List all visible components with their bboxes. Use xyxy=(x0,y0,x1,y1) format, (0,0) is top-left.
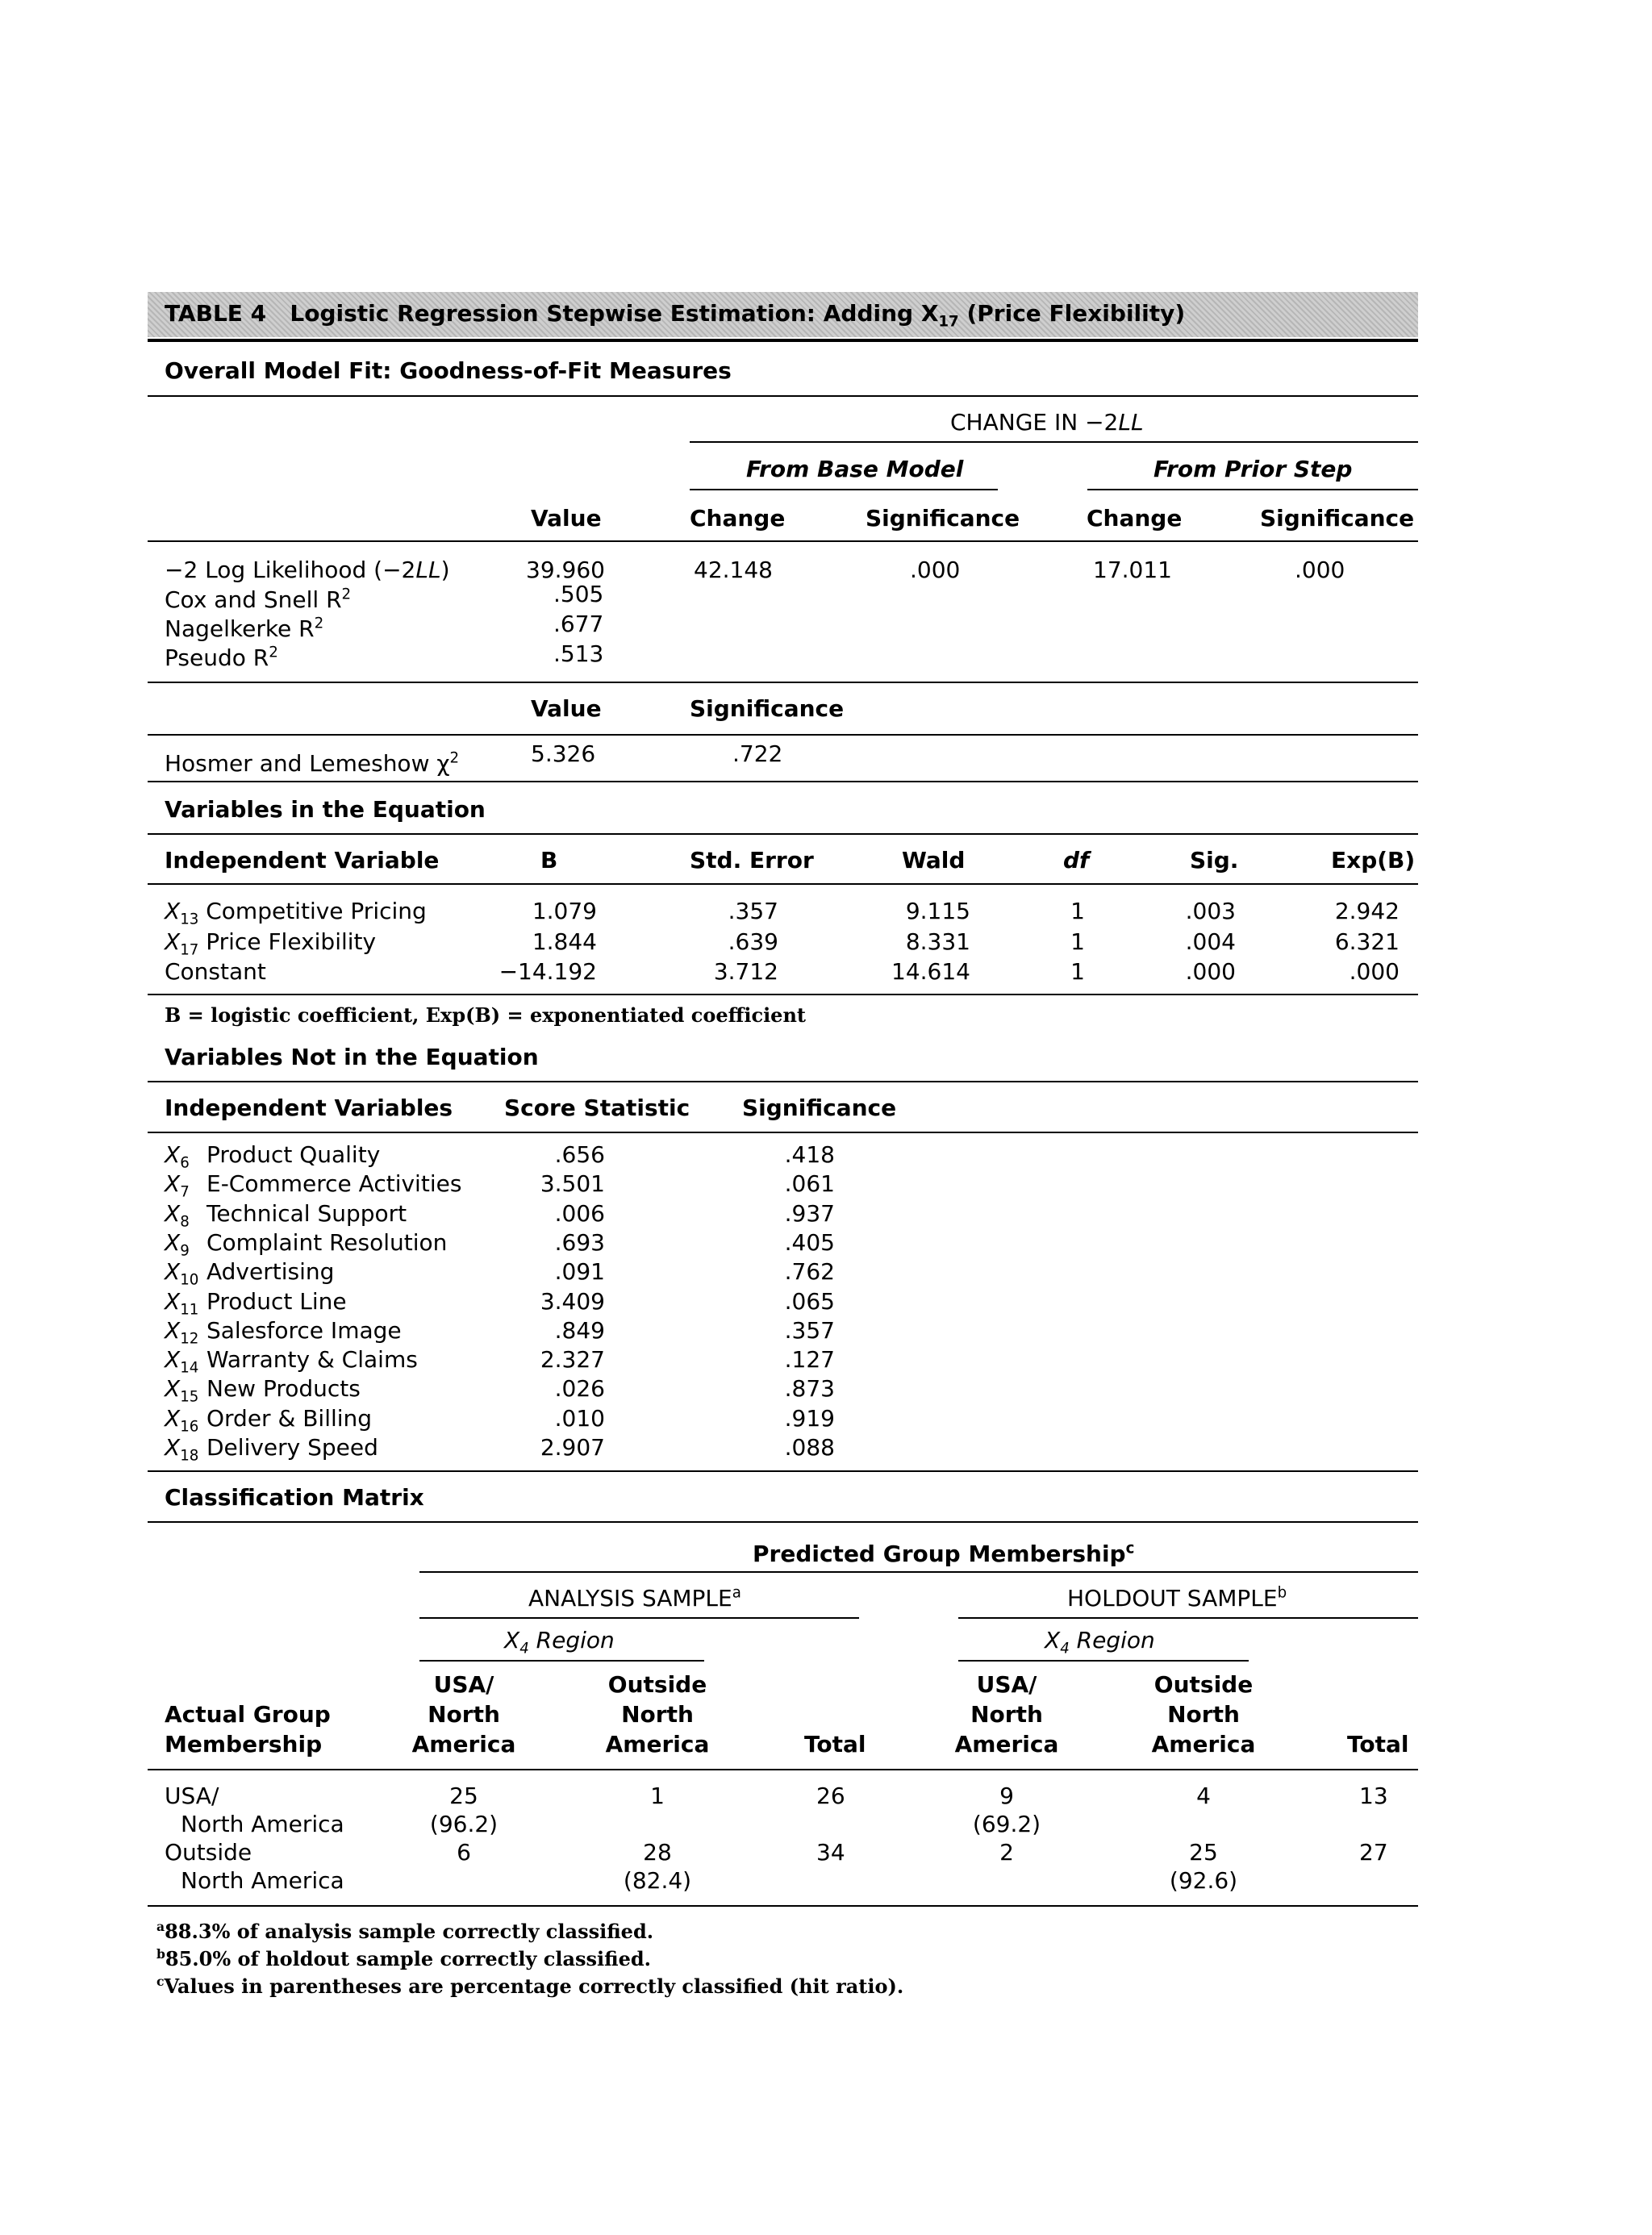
not-in-eq-row-label: $X_{16}$ Order & Billing xyxy=(165,1405,373,1436)
var-row-label: $X_{13}$ Competitive Pricing xyxy=(165,898,427,928)
not-in-eq-heading: Variables Not in the Equation xyxy=(165,1044,539,1070)
r2-a-total: 34 xyxy=(816,1839,845,1866)
region-header-analysis: $X_4$ Region xyxy=(504,1627,615,1657)
footnote-a: $^a$88.3% of analysis sample correctly classified. xyxy=(156,1919,654,1943)
from-base-label: From Base Model xyxy=(746,456,964,482)
not-in-eq-sig: .873 xyxy=(784,1375,835,1402)
r2-a-usa: 6 xyxy=(457,1839,471,1866)
not-in-eq-score: 3.409 xyxy=(540,1288,605,1315)
col-change-prior: Change xyxy=(1087,505,1183,532)
rule xyxy=(690,489,998,490)
var-exp: .000 xyxy=(1349,958,1400,985)
fit-row-value: .677 xyxy=(553,611,604,637)
var-df: 1 xyxy=(1070,958,1085,985)
row2-label-l1: Outside xyxy=(165,1839,252,1866)
fit-base-change: 42.148 xyxy=(694,557,773,583)
col-a-out-l1: Outside xyxy=(607,1671,707,1698)
hl-col-sig: Significance xyxy=(690,695,845,722)
var-exp: 6.321 xyxy=(1334,928,1400,955)
not-in-eq-sig: .127 xyxy=(784,1346,835,1373)
r2-a-out: 28 xyxy=(643,1839,672,1866)
var-sig: .003 xyxy=(1185,898,1236,924)
var-exp: 2.942 xyxy=(1334,898,1400,924)
rule xyxy=(148,1905,1418,1907)
rule xyxy=(958,1617,1418,1619)
not-in-eq-sig: .919 xyxy=(784,1405,835,1432)
rule xyxy=(148,833,1418,835)
r1-a-total: 26 xyxy=(816,1783,845,1809)
col-h-usa-l2: North xyxy=(970,1701,1043,1728)
in-eq-heading: Variables in the Equation xyxy=(165,796,486,823)
var-wald: 8.331 xyxy=(905,928,970,955)
not-in-eq-sig: .405 xyxy=(784,1229,835,1256)
r1-h-out: 4 xyxy=(1196,1783,1211,1809)
actual-group-l1: Actual Group xyxy=(165,1701,331,1728)
var-df: 1 xyxy=(1070,928,1085,955)
rule xyxy=(419,1617,859,1619)
not-in-eq-row-label: $X_{10}$ Advertising xyxy=(165,1258,335,1289)
fit-row-label: −2 Log Likelihood (−2LL) xyxy=(165,557,450,583)
rule xyxy=(148,339,1418,342)
hosmer-label: Hosmer and Lemeshow $\chi^2$ xyxy=(165,749,460,777)
col-a-out-l2: North xyxy=(621,1701,694,1728)
from-prior-label: From Prior Step xyxy=(1153,456,1353,482)
not-in-eq-score: .006 xyxy=(554,1200,605,1227)
fit-heading: Overall Model Fit: Goodness-of-Fit Measures xyxy=(165,357,732,384)
not-in-eq-row-label: $X_9$ Complaint Resolution xyxy=(165,1229,448,1260)
table-title-text: Logistic Regression Stepwise Estimation: Adding X xyxy=(290,300,939,327)
not-in-eq-sig: .088 xyxy=(784,1434,835,1461)
fit-base-sig: .000 xyxy=(910,557,961,583)
col-a-usa-l1: USA/ xyxy=(433,1671,494,1698)
col-h-out-l3: America xyxy=(1151,1731,1256,1758)
r1-h-usa-pct: (69.2) xyxy=(972,1811,1041,1837)
var-b: −14.192 xyxy=(499,958,597,985)
var-b: 1.844 xyxy=(532,928,597,955)
rule xyxy=(690,441,1418,443)
col-h-out-l2: North xyxy=(1167,1701,1240,1728)
fit-row-label: Pseudo $R^2$ xyxy=(165,644,278,671)
col-df: df xyxy=(1063,847,1090,874)
fit-row-label: Cox and Snell $R^2$ xyxy=(165,586,352,613)
table-title-subscript: 17 xyxy=(938,313,959,331)
not-in-eq-row-label: $X_{18}$ Delivery Speed xyxy=(165,1434,378,1465)
footnote-b: $^b$85.0% of holdout sample correctly classified. xyxy=(156,1946,652,1970)
not-in-eq-score: .693 xyxy=(554,1229,605,1256)
r1-a-out: 1 xyxy=(650,1783,665,1809)
rule xyxy=(148,1470,1418,1472)
rule xyxy=(1087,489,1418,490)
var-b: 1.079 xyxy=(532,898,597,924)
r2-h-out-pct: (92.6) xyxy=(1169,1867,1238,1894)
col-std-error: Std. Error xyxy=(690,847,814,874)
not-in-eq-score: .656 xyxy=(554,1141,605,1168)
var-row-label: $X_{17}$ Price Flexibility xyxy=(165,928,377,959)
col-h-total: Total xyxy=(1347,1731,1409,1758)
hosmer-value: 5.326 xyxy=(531,740,596,767)
var-sig: .000 xyxy=(1185,958,1236,985)
not-in-eq-score: 2.907 xyxy=(540,1434,605,1461)
var-sig: .004 xyxy=(1185,928,1236,955)
not-in-eq-row-label: $X_{11}$ Product Line xyxy=(165,1288,347,1319)
holdout-sample-header: HOLDOUT SAMPLE$^b$ xyxy=(1067,1584,1287,1612)
not-in-eq-row-label: $X_7$ E-Commerce Activities xyxy=(165,1170,462,1201)
var-se: .357 xyxy=(728,898,778,924)
table-title xyxy=(165,300,1186,331)
not-in-eq-sig: .357 xyxy=(784,1317,835,1344)
not-in-eq-score: .849 xyxy=(554,1317,605,1344)
var-wald: 14.614 xyxy=(891,958,970,985)
rule xyxy=(958,1660,1249,1662)
not-in-eq-sig: .065 xyxy=(784,1288,835,1315)
not-in-eq-row-label: $X_{12}$ Salesforce Image xyxy=(165,1317,402,1348)
analysis-sample-header: ANALYSIS SAMPLE$^a$ xyxy=(528,1584,741,1612)
col-sig: Sig. xyxy=(1190,847,1239,874)
var-se: .639 xyxy=(728,928,778,955)
col-a-out-l3: America xyxy=(605,1731,710,1758)
rule xyxy=(148,1769,1418,1770)
table-title-tail: (Price Flexibility) xyxy=(958,300,1186,327)
not-in-eq-sig: .762 xyxy=(784,1258,835,1285)
not-in-eq-row-label: $X_{14}$ Warranty & Claims xyxy=(165,1346,418,1377)
fit-row-value: .505 xyxy=(553,581,604,607)
fit-row-label: Nagelkerke $R^2$ xyxy=(165,615,324,642)
rule xyxy=(148,1521,1418,1523)
actual-group-l2: Membership xyxy=(165,1731,323,1758)
col-significance-base: Significance xyxy=(866,505,1020,532)
fit-row-value: .513 xyxy=(553,640,604,667)
col-score-statistic: Score Statistic xyxy=(504,1095,690,1121)
r2-h-out: 25 xyxy=(1189,1839,1218,1866)
col-a-usa-l3: America xyxy=(411,1731,516,1758)
rule xyxy=(148,734,1418,736)
r2-h-usa: 2 xyxy=(999,1839,1014,1866)
r1-a-usa: 25 xyxy=(449,1783,478,1809)
rule xyxy=(148,682,1418,683)
not-in-eq-row-label: $X_{15}$ New Products xyxy=(165,1375,361,1406)
change-header: CHANGE IN −2LL xyxy=(950,409,1144,436)
rule xyxy=(148,540,1418,542)
not-in-eq-score: .026 xyxy=(554,1375,605,1402)
r1-h-total: 13 xyxy=(1359,1783,1388,1809)
hosmer-sig: .722 xyxy=(732,740,783,767)
col-a-total: Total xyxy=(804,1731,866,1758)
rule xyxy=(419,1571,1418,1573)
col-expb: Exp(B) xyxy=(1331,847,1416,874)
col-value: Value xyxy=(531,505,602,532)
var-wald: 9.115 xyxy=(905,898,970,924)
not-in-eq-row-label: $X_6$ Product Quality xyxy=(165,1141,381,1172)
col-h-out-l1: Outside xyxy=(1153,1671,1254,1698)
not-in-eq-score: 2.327 xyxy=(540,1346,605,1373)
table-label: TABLE 4 xyxy=(165,300,267,327)
not-in-eq-score: .091 xyxy=(554,1258,605,1285)
rule xyxy=(148,395,1418,397)
hl-col-value: Value xyxy=(531,695,602,722)
rule xyxy=(419,1660,704,1662)
footnote-c: $^c$Values in parentheses are percentage correctly classified (hit ratio). xyxy=(156,1974,904,1998)
in-eq-note: B = logistic coefficient, Exp(B) = exponentiated coefficient xyxy=(165,1003,806,1027)
r1-h-usa: 9 xyxy=(999,1783,1014,1809)
col-a-usa-l2: North xyxy=(428,1701,500,1728)
fit-row-value: 39.960 xyxy=(526,557,605,583)
r2-a-out-pct: (82.4) xyxy=(623,1867,692,1894)
not-in-eq-row-label: $X_8$ Technical Support xyxy=(165,1200,407,1231)
row1-label-l2: North America xyxy=(181,1811,344,1837)
not-in-eq-score: 3.501 xyxy=(540,1170,605,1197)
col-independent-variable: Independent Variable xyxy=(165,847,440,874)
var-se: 3.712 xyxy=(713,958,778,985)
row1-label-l1: USA/ xyxy=(165,1783,219,1809)
not-in-eq-sig: .061 xyxy=(784,1170,835,1197)
classification-heading: Classification Matrix xyxy=(165,1484,424,1511)
fit-prior-sig: .000 xyxy=(1295,557,1345,583)
predicted-header: Predicted Group Membership$^c$ xyxy=(753,1540,1135,1567)
var-row-label: Constant xyxy=(165,958,266,985)
col-significance-prior: Significance xyxy=(1260,505,1415,532)
rule xyxy=(148,994,1418,995)
row2-label-l2: North America xyxy=(181,1867,344,1894)
not-in-eq-sig: .937 xyxy=(784,1200,835,1227)
not-in-eq-score: .010 xyxy=(554,1405,605,1432)
col-significance: Significance xyxy=(742,1095,897,1121)
col-wald: Wald xyxy=(902,847,966,874)
col-change-base: Change xyxy=(690,505,786,532)
rule xyxy=(148,883,1418,885)
rule xyxy=(148,1081,1418,1082)
col-h-usa-l1: USA/ xyxy=(976,1671,1037,1698)
not-in-eq-sig: .418 xyxy=(784,1141,835,1168)
rule xyxy=(148,781,1418,782)
col-b: B xyxy=(540,847,558,874)
r1-a-usa-pct: (96.2) xyxy=(429,1811,499,1837)
fit-prior-change: 17.011 xyxy=(1093,557,1172,583)
r2-h-total: 27 xyxy=(1359,1839,1388,1866)
col-independent-variables: Independent Variables xyxy=(165,1095,453,1121)
rule xyxy=(148,1132,1418,1133)
col-h-usa-l3: America xyxy=(954,1731,1059,1758)
region-header-holdout: $X_4$ Region xyxy=(1045,1627,1155,1657)
var-df: 1 xyxy=(1070,898,1085,924)
